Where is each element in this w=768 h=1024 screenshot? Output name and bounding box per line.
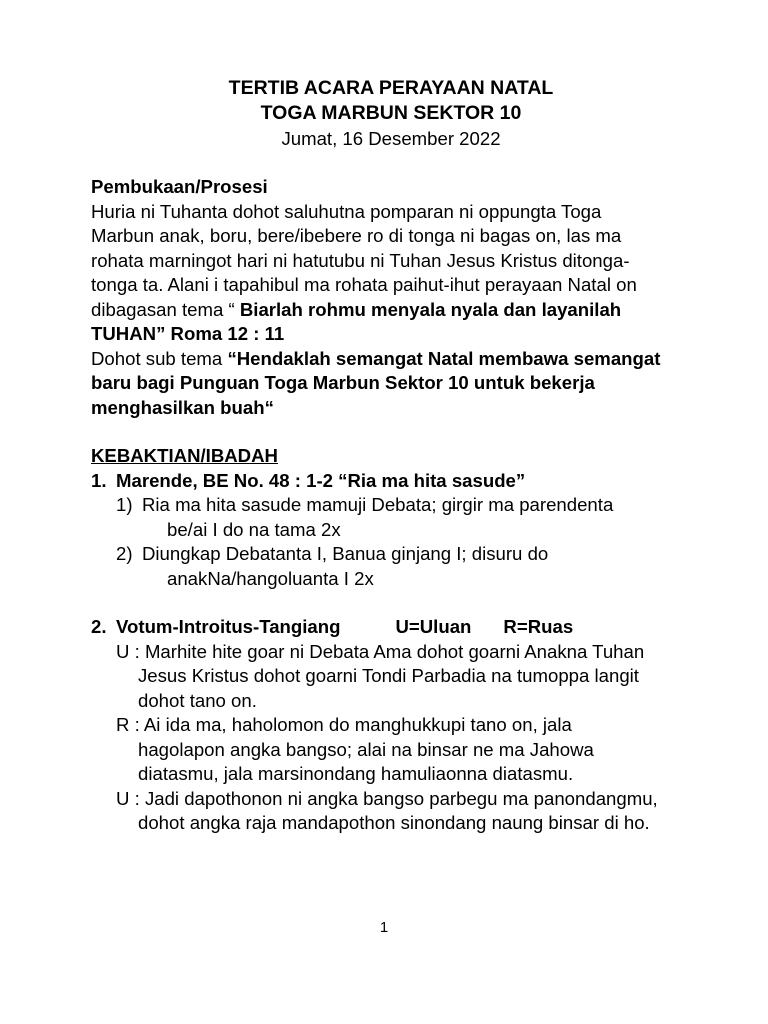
- opening-line-1: Huria ni Tuhanta dohot saluhutna pomparan ni oppungta Toga: [91, 200, 602, 222]
- worship-heading: KEBAKTIAN/IBADAH: [91, 445, 278, 466]
- spacer: [91, 591, 711, 615]
- response-tag: U :: [116, 640, 140, 662]
- response-text: Ai ida ma, haholomon do manghukkupi tano on, jala: [143, 714, 572, 735]
- subtheme-line-3: menghasilkan buah“: [91, 396, 274, 418]
- response-2: [91, 713, 711, 787]
- worship-item-2: [91, 615, 711, 640]
- legend-ruas: R=Ruas: [503, 616, 574, 637]
- document-header: [91, 76, 691, 151]
- theme-line-1: [91, 298, 711, 323]
- response-1: [91, 640, 711, 714]
- response-line: dohot tano on.: [138, 689, 257, 711]
- page-number: 1: [379, 919, 389, 936]
- title-line-2: TOGA MARBUN SEKTOR 10: [260, 102, 522, 124]
- spacer: [91, 420, 711, 444]
- opening-line-3: rohata marningot hari ni hatutubu ni Tuhan Jesus Kristus ditonga-: [91, 249, 630, 271]
- subtheme-prefix: Dohot sub tema: [91, 347, 228, 369]
- response-text: Marhite hite goar ni Debata Ama dohot goarni Anakna Tuhan: [144, 640, 645, 662]
- theme-prefix: dibagasan tema “: [91, 298, 240, 320]
- subtheme-text-1: “Hendaklah semangat Natal membawa semangat: [227, 347, 661, 369]
- response-line: hagolapon angka bangso; alai na binsar ne ma Jahowa: [138, 738, 594, 760]
- subtheme-line-2: baru bagi Punguan Toga Marbun Sektor 10 untuk bekerja: [91, 372, 595, 393]
- opening-line-4: tonga ta. Alani i tapahibul ma rohata paihut-ihut perayaan Natal on: [91, 274, 637, 295]
- spacer: [91, 151, 711, 175]
- verse-line: anakNa/hangoluanta I 2x: [167, 567, 374, 589]
- title-line-1: TERTIB ACARA PERAYAAN NATAL: [228, 77, 554, 99]
- response-line: [116, 640, 711, 665]
- response-line: [116, 787, 711, 812]
- verse-1: [91, 493, 711, 542]
- item-label: Marende, BE No. 48 : 1-2 “Ria ma hita sasude”: [116, 469, 526, 491]
- response-text: Jadi dapothonon ni angka bangso parbegu ma panondangmu,: [144, 787, 658, 809]
- response-tag: R :: [116, 714, 140, 735]
- response-line: diatasmu, jala marsinondang hamuliaonna diatasmu.: [138, 763, 574, 784]
- verse-2: [91, 542, 711, 591]
- item-label: Votum-Introitus-Tangiang: [116, 616, 341, 637]
- response-line: dohot angka raja mandapothon sinondang naung binsar di ho.: [138, 812, 650, 833]
- verse-line: be/ai I do na tama 2x: [167, 518, 341, 540]
- response-3: [91, 787, 711, 836]
- response-line: [116, 713, 711, 738]
- response-tag: U :: [116, 787, 140, 809]
- subtheme-line-1: [91, 347, 711, 372]
- theme-line-2: TUHAN” Roma 12 : 11: [91, 323, 285, 344]
- document-body: [91, 76, 711, 836]
- verse-number: 2): [116, 543, 133, 564]
- opening-line-2: Marbun anak, boru, bere/ibebere ro di tonga ni bagas on, las ma: [91, 225, 622, 246]
- verse-line: Diungkap Debatanta I, Banua ginjang I; disuru do: [142, 543, 549, 564]
- opening-heading: Pembukaan/Prosesi: [91, 176, 268, 197]
- opening-section: [91, 175, 711, 420]
- item-number: 1.: [91, 469, 107, 491]
- event-date: Jumat, 16 Desember 2022: [281, 128, 501, 149]
- response-line: Jesus Kristus dohot goarni Tondi Parbadia na tumoppa langit: [138, 665, 639, 686]
- verse-number: 1): [116, 494, 133, 515]
- worship-section: [91, 444, 711, 836]
- theme-text-1: Biarlah rohmu menyala nyala dan layanilah: [239, 298, 622, 320]
- worship-item-1: [91, 469, 711, 494]
- legend-uluan: U=Uluan: [395, 616, 472, 637]
- verse-line: Ria ma hita sasude mamuji Debata; girgir ma parendenta: [142, 494, 614, 515]
- item-number: 2.: [91, 616, 107, 637]
